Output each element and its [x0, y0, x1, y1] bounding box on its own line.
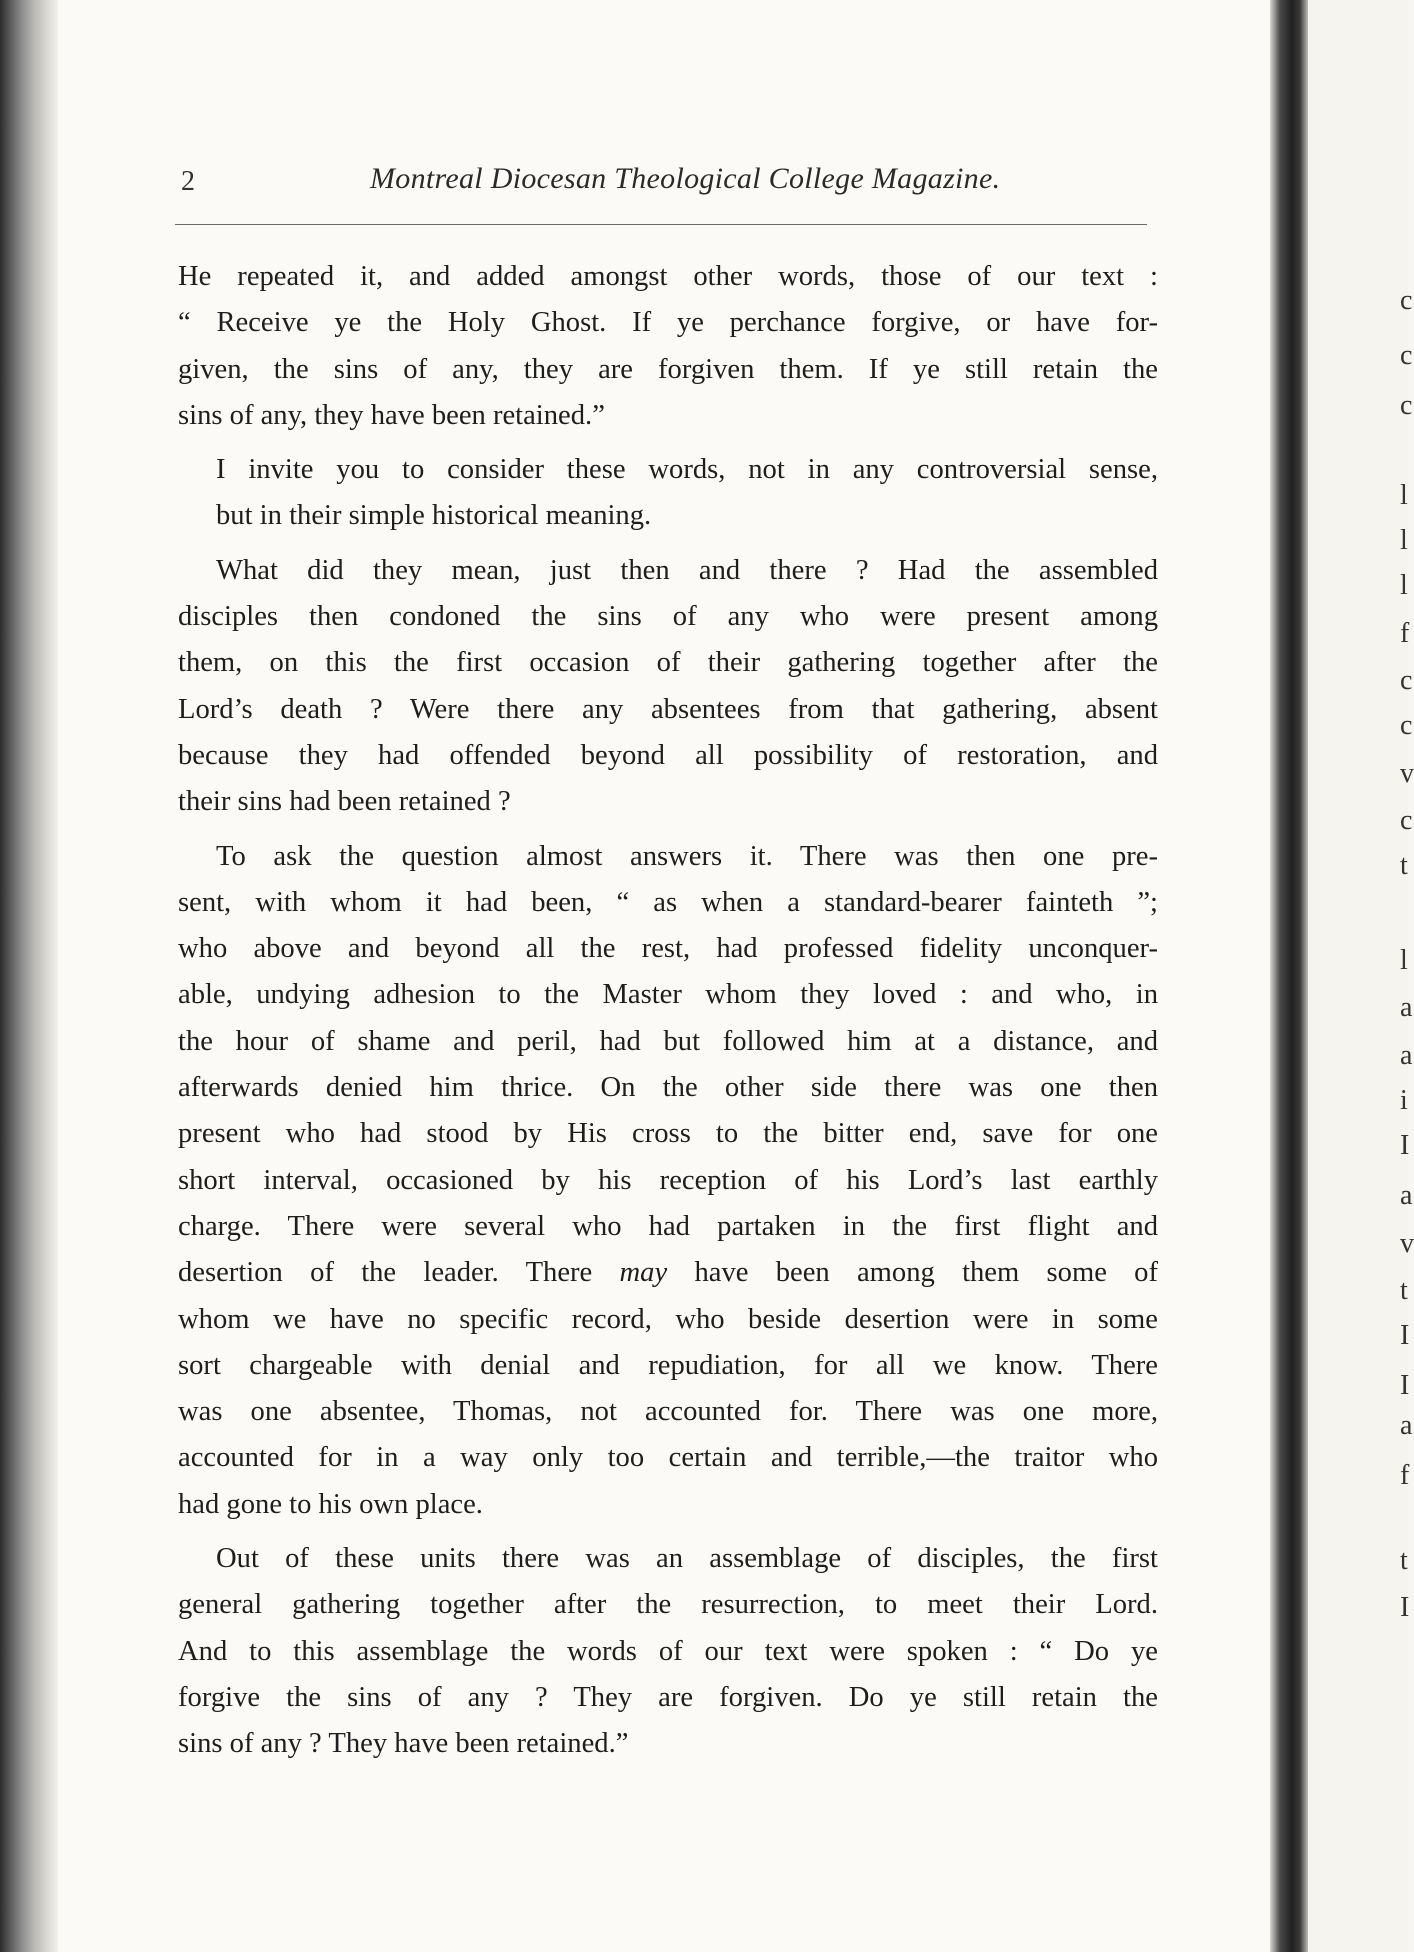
book-gutter — [1270, 0, 1308, 1952]
text-line: the hour of shame and peril, had but followed him at a distance, and — [178, 1025, 1158, 1057]
text-line: whom we have no specific record, who beside desertion were in some — [178, 1303, 1158, 1335]
text-line: accounted for in a way only too certain and terrible,—the traitor who — [178, 1442, 1158, 1474]
adjacent-page-letter: l — [1400, 525, 1408, 556]
text-line: He repeated it, and added amongst other words, those of our text : — [178, 261, 1158, 292]
paragraph — [178, 548, 1158, 826]
text-line: had gone to his own place. — [178, 1488, 483, 1520]
text-line: sins of any ? They have been retained.” — [178, 1728, 629, 1760]
adjacent-page-letter: a — [1400, 1040, 1413, 1071]
adjacent-page-letter: I — [1400, 1592, 1410, 1623]
adjacent-page-letter: I — [1400, 1130, 1410, 1161]
text-line: short interval, occasioned by his reception of his Lord’s last earthly — [178, 1164, 1158, 1196]
text-line: because they had offended beyond all possibility of restoration, and — [178, 739, 1158, 771]
text-segment: desertion of the leader. There — [178, 1257, 593, 1289]
text-line: their sins had been retained ? — [178, 786, 511, 818]
header-rule — [175, 224, 1147, 225]
adjacent-page-letter: a — [1400, 992, 1413, 1023]
adjacent-page-letter: v — [1400, 1228, 1414, 1259]
adjacent-page-letter: f — [1400, 618, 1410, 649]
page-number: 2 — [181, 166, 195, 197]
text-line: general gathering together after the resurrection, to meet their Lord. — [178, 1589, 1158, 1621]
text-segment: have been among them some of — [694, 1257, 1158, 1289]
body-text — [178, 254, 1158, 1776]
adjacent-page-letter: t — [1400, 1275, 1408, 1306]
adjacent-page-letter: l — [1400, 480, 1408, 511]
adjacent-page-letter: f — [1400, 1460, 1410, 1491]
text-line: And to this assemblage the words of our text were spoken : “ Do ye — [178, 1635, 1158, 1667]
text-line: present who had stood by His cross to the bitter end, save for one — [178, 1118, 1158, 1150]
adjacent-page-letter: v — [1400, 758, 1414, 789]
running-title: Montreal Diocesan Theological College Magazine. — [370, 162, 1001, 195]
adjacent-page-letter: t — [1400, 1545, 1408, 1576]
adjacent-page-letter: c — [1400, 665, 1413, 696]
emphasis-may: may — [619, 1257, 668, 1289]
adjacent-page-letter: c — [1400, 390, 1413, 421]
text-line: sort chargeable with denial and repudiation, for all we know. There — [178, 1349, 1158, 1381]
text-line: “ Receive ye the Holy Ghost. If ye perchance forgive, or have for- — [178, 307, 1158, 339]
text-line: Lord’s death ? Were there any absentees from that gathering, absent — [178, 693, 1158, 725]
text-line: who above and beyond all the rest, had professed fidelity unconquer- — [178, 933, 1158, 965]
text-line: but in their simple historical meaning. — [216, 500, 652, 532]
paragraph — [178, 447, 1158, 540]
text-line: sent, with whom it had been, “ as when a standard-bearer fainteth ”; — [178, 886, 1158, 918]
text-line: forgive the sins of any ? They are forgiven. Do ye still retain the — [178, 1681, 1158, 1713]
adjacent-page-letter: t — [1400, 850, 1408, 881]
adjacent-page-letter: a — [1400, 1410, 1413, 1441]
text-line: given, the sins of any, they are forgiven them. If ye still retain the — [178, 353, 1158, 385]
text-line: charge. There were several who had partaken in the first flight and — [178, 1210, 1158, 1242]
adjacent-page-letter: c — [1400, 340, 1413, 371]
paragraph — [178, 1536, 1158, 1767]
adjacent-page-letter: l — [1400, 945, 1408, 976]
adjacent-page-letter: l — [1400, 570, 1408, 601]
text-line: I invite you to consider these words, not in any controversial sense, — [216, 454, 1158, 486]
adjacent-page-edge — [1308, 0, 1414, 1952]
paragraph — [178, 834, 1158, 1528]
text-line: able, undying adhesion to the Master whom they loved : and who, in — [178, 979, 1158, 1011]
adjacent-page-letter: a — [1400, 1180, 1413, 1211]
adjacent-page-letter: c — [1400, 285, 1413, 316]
adjacent-page-letter: c — [1400, 805, 1413, 836]
text-line: To ask the question almost answers it. There was then one pre- — [216, 840, 1158, 872]
adjacent-page-letter: I — [1400, 1370, 1410, 1401]
text-line: sins of any, they have been retained.” — [178, 399, 605, 431]
book-binding-left — [0, 0, 58, 1952]
text-line: afterwards denied him thrice. On the other side there was one then — [178, 1072, 1158, 1104]
text-line-with-emphasis — [178, 1250, 1158, 1296]
text-line: What did they mean, just then and there ? Had the assembled — [216, 554, 1158, 586]
text-line: disciples then condoned the sins of any who were present among — [178, 601, 1158, 633]
adjacent-page-letter: i — [1400, 1085, 1408, 1116]
adjacent-page-letter: I — [1400, 1320, 1410, 1351]
paragraph — [178, 254, 1158, 439]
text-line: Out of these units there was an assemblage of disciples, the first — [216, 1543, 1158, 1575]
adjacent-page-letter: c — [1400, 710, 1413, 741]
text-line: them, on this the first occasion of their gathering together after the — [178, 647, 1158, 679]
text-line: was one absentee, Thomas, not accounted for. There was one more, — [178, 1396, 1158, 1428]
page-header — [175, 162, 1160, 202]
